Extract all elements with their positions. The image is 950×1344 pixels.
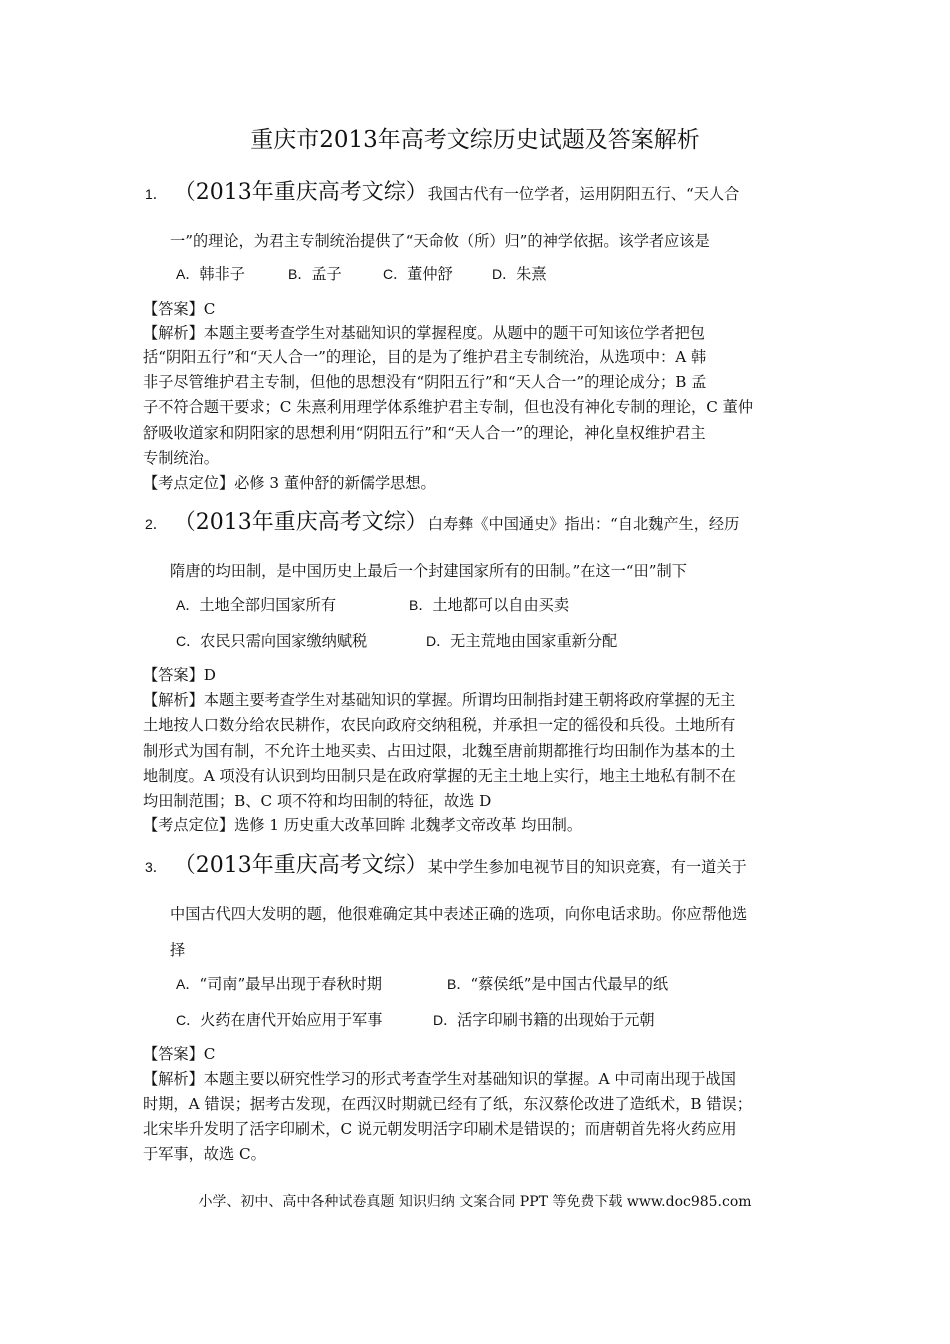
- question-3-option-a: [176, 971, 382, 997]
- question-3-analysis-line: 于军事，故选 C。: [143, 1145, 266, 1163]
- question-2-analysis-line: 土地按人口数分给农民耕作，农民向政府交纳租税，并承担一定的徭役和兵役。土地所有: [143, 716, 736, 734]
- question-1-option-b: [288, 261, 342, 287]
- question-3-option-c: [176, 1007, 382, 1033]
- question-2-option-c: [176, 628, 367, 654]
- question-2-number: 2．: [145, 516, 167, 532]
- option-text: 活字印刷书籍的出现始于元朝: [457, 1011, 655, 1029]
- question-1-analysis-line: 非子尽管维护君主专制，但他的思想没有“阴阳五行”和“天人合一”的理论成分；B 孟: [143, 373, 707, 391]
- question-1-answer: 【答案】C: [143, 300, 216, 318]
- question-3-number: 3．: [145, 859, 167, 875]
- question-2-option-d: [426, 628, 617, 654]
- option-text: 孟子: [311, 265, 342, 283]
- question-2-stem-line: 白寿彝《中国通史》指出：“自北魏产生，经历: [427, 515, 740, 533]
- option-key: B．: [288, 266, 312, 282]
- question-3-stem-line: 某中学生参加电视节目的知识竞赛，有一道关于: [427, 858, 747, 876]
- option-text: 朱熹: [516, 265, 547, 283]
- option-key: A．: [176, 266, 200, 282]
- option-key: A．: [176, 597, 200, 613]
- option-key: C．: [176, 1012, 201, 1028]
- question-2-header: [145, 508, 825, 539]
- question-2-answer: 【答案】D: [143, 666, 216, 684]
- option-text: 董仲舒: [407, 265, 453, 283]
- page-title: 重庆市2013年高考文综历史试题及答案解析: [250, 127, 700, 153]
- question-1-option-a: [176, 261, 245, 287]
- option-key: B．: [409, 597, 433, 613]
- question-3-source: （2013年重庆高考文综）: [184, 853, 428, 878]
- question-2-stem-line: 隋唐的均田制，是中国历史上最后一个封建国家所有的田制。”在这一“田”制下: [170, 562, 687, 580]
- option-text: “司南”最早出现于春秋时期: [199, 975, 382, 993]
- question-3-stem-line: 中国古代四大发明的题，他很难确定其中表述正确的选项，向你电话求助。你应帮他选: [170, 905, 748, 923]
- question-2-option-a: [176, 592, 336, 618]
- question-1-source: （2013年重庆高考文综）: [184, 180, 428, 205]
- question-1-analysis-line: 舒吸收道家和阴阳家的思想利用“阴阳五行”和“天人合一”的理论，神化皇权维护君主: [143, 424, 706, 442]
- question-1-analysis-line: 括“阴阳五行”和“天人合一”的理论，目的是为了维护君主专制统治，从选项中：A 韩: [143, 348, 707, 366]
- question-1-option-c: [383, 261, 453, 287]
- question-1-option-d: [492, 261, 547, 287]
- option-key: C．: [383, 266, 408, 282]
- question-2-analysis-line: 【解析】本题主要考查学生对基础知识的掌握。所谓均田制指封建王朝将政府掌握的无主: [143, 691, 736, 709]
- option-key: D．: [492, 266, 517, 282]
- question-3-answer: 【答案】C: [143, 1045, 216, 1063]
- question-2-point: 【考点定位】选修 1 历史重大改革回眸 北魏孝文帝改革 均田制。: [143, 816, 583, 834]
- question-2-option-b: [409, 592, 569, 618]
- option-key: D．: [433, 1012, 458, 1028]
- question-1-analysis-line: 【解析】本题主要考查学生对基础知识的掌握程度。从题中的题干可知该位学者把包: [143, 324, 705, 342]
- option-text: 韩非子: [199, 265, 245, 283]
- option-key: D．: [426, 633, 451, 649]
- option-text: 土地全部归国家所有: [199, 596, 337, 614]
- page-footer: 小学、初中、高中各种试卷真题 知识归纳 文案合同 PPT 等免费下载 www.doc985.com: [198, 1194, 752, 1210]
- question-3-analysis-line: 【解析】本题主要以研究性学习的形式考查学生对基础知识的掌握。A 中司南出现于战国: [143, 1070, 736, 1088]
- question-1-stem-line: 一”的理论，为君主专制统治提供了“天命攸（所）归”的神学依据。该学者应该是: [170, 232, 710, 250]
- question-2-analysis-line: 地制度。A 项没有认识到均田制只是在政府掌握的无主土地上实行，地主土地私有制不在: [143, 767, 736, 785]
- question-1-header: [145, 178, 825, 209]
- question-2-analysis-line: 制形式为国有制，不允许土地买卖、占田过限，北魏至唐前期都推行均田制作为基本的土: [143, 742, 736, 760]
- option-text: 农民只需向国家缴纳赋税: [200, 632, 368, 650]
- question-3-header: [145, 851, 825, 882]
- question-1-analysis-line: 专制统治。: [143, 449, 219, 467]
- question-2-analysis-line: 均田制范围；B、C 项不符和均田制的特征，故选 D: [143, 792, 492, 810]
- question-2-source: （2013年重庆高考文综）: [184, 510, 428, 535]
- question-3-stem-line: 择: [170, 941, 186, 959]
- question-1-analysis-line: 子不符合题干要求；C 朱熹利用理学体系维护君主专制，但也没有神化专制的理论，C 董仲: [143, 398, 754, 416]
- question-3-option-b: [447, 971, 668, 997]
- option-text: 土地都可以自由买卖: [432, 596, 570, 614]
- question-1-stem-line: 我国古代有一位学者，运用阴阳五行、“天人合: [427, 185, 740, 203]
- option-text: “蔡侯纸”是中国古代最早的纸: [470, 975, 669, 993]
- question-3-option-d: [433, 1007, 655, 1033]
- question-3-analysis-line: 北宋毕升发明了活字印刷术，C 说元朝发明活字印刷术是错误的；而唐朝首先将火药应用: [143, 1120, 737, 1138]
- option-key: B．: [447, 976, 471, 992]
- question-1-number: 1．: [145, 186, 167, 202]
- option-key: C．: [176, 633, 201, 649]
- option-text: 无主荒地由国家重新分配: [450, 632, 618, 650]
- question-1-point: 【考点定位】必修 3 董仲舒的新儒学思想。: [143, 474, 436, 492]
- option-text: 火药在唐代开始应用于军事: [200, 1011, 383, 1029]
- option-key: A．: [176, 976, 200, 992]
- question-3-analysis-line: 时期，A 错误；据考古发现，在西汉时期就已经有了纸，东汉蔡伦改进了造纸术，B 错误；: [143, 1095, 752, 1113]
